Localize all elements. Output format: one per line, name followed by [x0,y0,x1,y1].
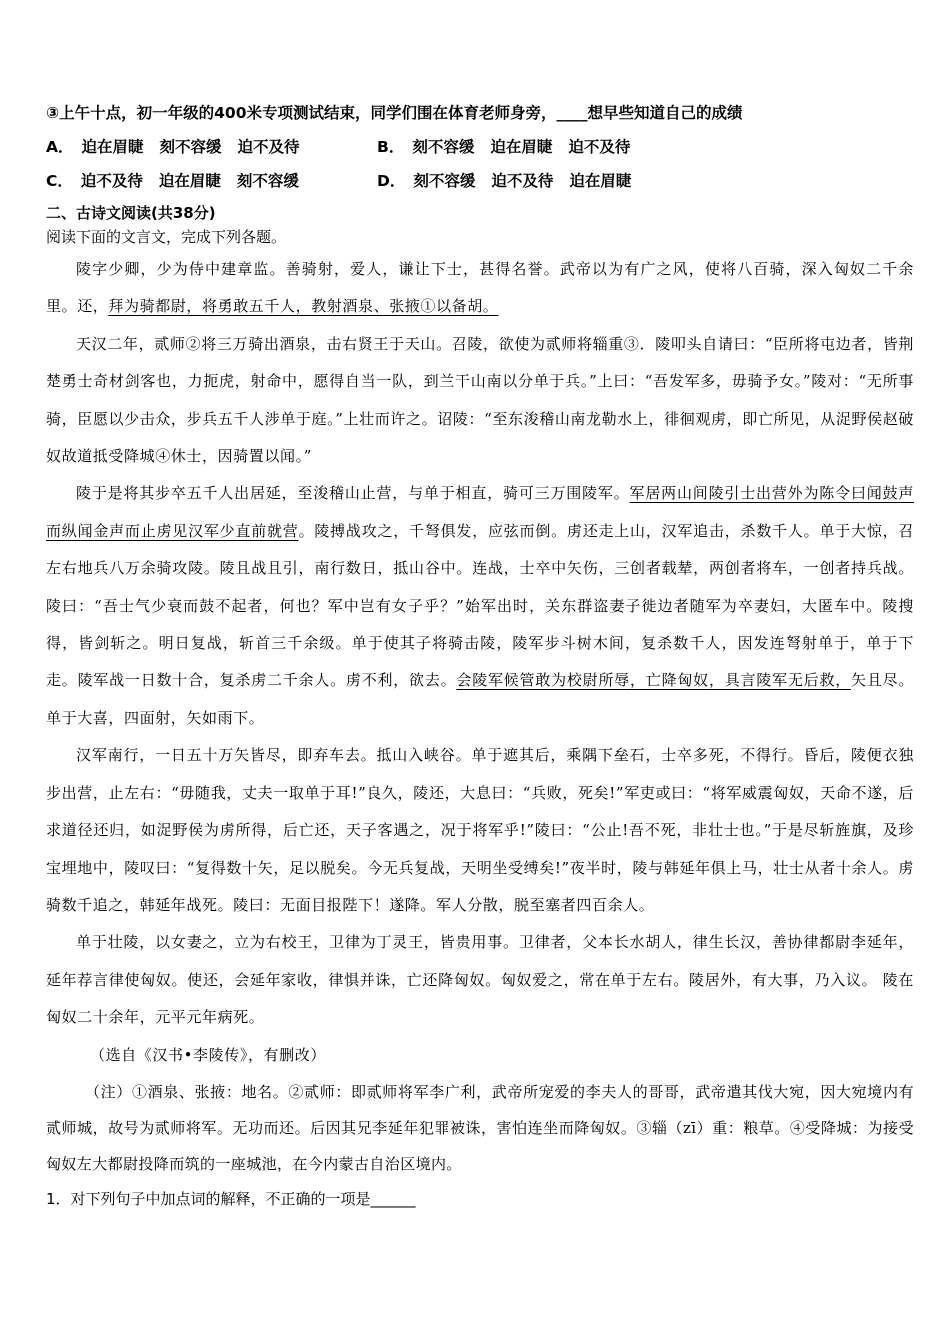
option-word: 迫在眉睫 [81,138,144,156]
option-word: 迫不及待 [568,138,631,156]
underlined-sentence: 会陵军候管敢为校尉所辱，亡降匈奴，具言陵军无后救， [456,671,852,690]
option-a[interactable] [46,130,377,164]
option-word: 刻不容缓 [413,172,476,190]
option-word: 迫在眉睫 [158,172,221,190]
document-page [46,96,914,1216]
option-letter: D． [377,172,406,190]
options-row-2 [46,164,914,198]
option-word: 刻不容缓 [412,138,475,156]
paragraph-text: 。陵搏战攻之，千弩俱发，应弦而倒。虏还走上山，汉军追击，杀数千人。单于大惊，召左右地兵八万余骑攻陵。陵且战且引，南行数日，抵山谷中。连战，士卒中矢伤，三创者载辇，两创者将车，一创者持兵战。陵曰：“吾士气少衰而鼓不起者，何也？军中岂有女子乎？”始军出时，关东群盗妻子徙边者随军为卒妻妇，大匿车中。陵搜得，皆剑斩之。明日复战，斩首三千余级。单于使其子将骑击陵，陵军步斗树木间，复杀数千人，因发连弩射单于，单于下走。陵军战一日数十合，复杀虏二千余人。虏不利，欲去。 [46,521,914,690]
option-letter: C． [46,172,73,190]
option-word: 迫不及待 [80,172,143,190]
source-citation: （选自《汉书•李陵传》，有删改） [90,1045,326,1064]
option-b[interactable] [377,130,708,164]
paragraph-text: 矢且尽。单于大喜，四面射，矢如雨下。 [46,671,914,727]
annotation-note: （注）①酒泉、张掖：地名。②贰师：即贰师将军李广利，武帝所宠爱的李夫人的哥哥，武帝遣其伐大宛，因大宛境内有贰师城，故号为贰师将军。无功而还。后因其兄李延年犯罪被诛，害怕连坐而降匈奴。③辎（zī）重：粮草。④受降城：为接受匈奴左大都尉投降而筑的一座城池，在今内蒙古自治区境内。 [46,1082,914,1173]
options-row-1 [46,130,914,164]
option-word: 刻不容缓 [159,138,222,156]
option-word: 迫在眉睫 [490,138,553,156]
option-word: 刻不容缓 [236,172,299,190]
question-3-stem: ③上午十点，初一年级的400米专项测试结束，同学们围在体育老师身旁，____想早些知道自己的成绩 [46,104,743,122]
paragraph-text: 陵于是将其步卒五千人出居延，至浚稽山止营，与单于相直，骑可三万围陵军。 [76,484,630,503]
option-d[interactable] [377,164,708,198]
section-title: 二、古诗文阅读(共38分) [46,204,216,222]
passage-paragraph-5: 单于壮陵，以女妻之，立为右校王，卫律为丁灵王，皆贵用事。卫律者，父本长水胡人，律生长汉，善协律都尉李延年，延年荐言律使匈奴。使还，会延年家收，律惧并诛，亡还降匈奴。匈奴爱之，常在单于左右。陵居外，有大事，乃入议。 陵在匈奴二十余年，元平元年病死。 [46,933,914,1027]
section-instruction: 阅读下面的文言文，完成下列各题。 [46,228,287,246]
passage-paragraph-3 [46,475,914,737]
option-word: 迫不及待 [237,138,300,156]
passage-paragraph-2: 天汉二年，贰师②将三万骑出酒泉，击右贤王于天山。召陵，欲使为贰师将辎重③．陵叩头自请曰：“臣所将屯边者，皆荆楚勇士奇材剑客也，力扼虎，射命中，愿得自当一队，到兰干山南以分单于兵。”上曰：“吾发军多，毋骑予女。”陵对：“无所事骑，臣愿以少击众，步兵五千人涉单于庭。”上壮而许之。诏陵：“至东浚稽山南龙勒水上，徘徊观虏，即亡所见，从浞野侯赵破奴故道抵受降城④休士，因骑置以闻。” [46,334,914,466]
option-c[interactable] [46,164,377,198]
option-letter: B． [377,138,405,156]
option-letter: A． [46,138,74,156]
passage-paragraph-1 [46,251,914,326]
underlined-sentence: 军居两山间陵引士出营外为陈令曰闻鼓声而纵闻金声而止虏见汉军少直前就营 [46,484,914,540]
question-1-stem: 1．对下列句子中加点词的解释，不正确的一项是______ [46,1189,416,1208]
underlined-sentence: 拜为骑都尉，将勇敢五千人，教射酒泉、张掖①以备胡。 [108,297,499,316]
option-word: 迫不及待 [491,172,554,190]
passage-paragraph-4: 汉军南行，一日五十万矢皆尽，即弃车去。抵山入峡谷。单于遮其后，乘隅下垒石，士卒多死，不得行。昏后，陵便衣独步出营，止左右：“毋随我，丈夫一取单于耳!”良久，陵还，大息曰：“兵败，死矣!”军吏或曰：“将军威震匈奴，天命不遂，后求道径还归，如浞野侯为虏所得，后亡还，天子客遇之，况于将军乎!”陵曰：“公止!吾不死，非壮士也。”于是尽斩旌旗，及珍宝埋地中，陵叹曰：“复得数十矢，足以脱矣。今无兵复战，天明坐受缚矣!”夜半时，陵与韩延年俱上马，壮士从者十余人。虏骑数千追之，韩延年战死。陵曰：无面目报陛下！遂降。军人分散，脱至塞者四百余人。 [46,746,914,914]
option-word: 迫在眉睫 [569,172,632,190]
paragraph-text: 陵字少卿，少为侍中建章监。善骑射，爱人，谦让下士，甚得名誉。武帝以为有广之风，使将八百骑，深入匈奴二千余里。还， [46,260,914,316]
